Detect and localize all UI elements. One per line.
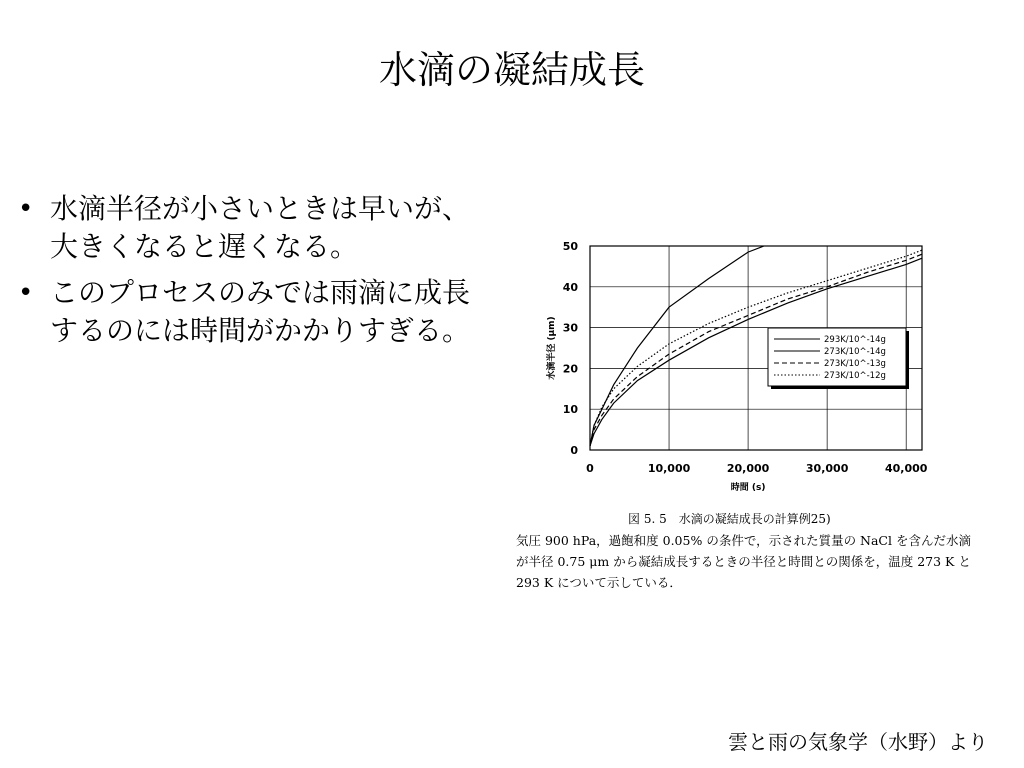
- bullet-text: 水滴半径が小さいときは早いが、大きくなると遅くなる。: [50, 192, 471, 263]
- legend-label: 273K/10^-12g: [824, 371, 886, 381]
- chart: [510, 228, 980, 508]
- bullet-marker: •: [18, 194, 34, 224]
- y-tick-label: 20: [562, 362, 578, 376]
- series-line: [590, 246, 764, 446]
- y-tick-label: 0: [570, 444, 578, 457]
- y-tick-label: 30: [562, 321, 578, 335]
- bullet-item: [14, 274, 484, 350]
- x-tick-label: 0: [586, 462, 594, 475]
- legend-label: 293K/10^-14g: [824, 335, 886, 345]
- bullet-item: [14, 190, 484, 266]
- figure-caption-title: 図 5. 5 水滴の凝結成長の計算例25): [628, 512, 831, 526]
- bullet-text: このプロセスのみでは雨滴に成長するのには時間がかかりすぎる。: [50, 276, 471, 347]
- y-tick-label: 50: [562, 240, 578, 253]
- bullet-marker: •: [18, 278, 34, 308]
- legend: [768, 328, 909, 389]
- x-tick-label: 30,000: [805, 462, 849, 475]
- x-tick-label: 40,000: [884, 462, 928, 475]
- y-tick-label: 10: [562, 403, 578, 417]
- y-axis-label: 水滴半径 (μm): [547, 316, 557, 380]
- figure: [510, 228, 980, 598]
- y-tick-label: 40: [562, 280, 578, 294]
- figure-caption-body: 気圧 900 hPa，過飽和度 0.05% の条件で，示された質量の NaCl を含んだ水滴が半径 0.75 μm から凝結成長するときの半径と時間との関係を，温度 273 K と 293 K について示している．: [516, 533, 971, 590]
- slide-title: 水滴の凝結成長: [378, 48, 645, 92]
- x-axis-label: 時間 (s): [730, 483, 766, 493]
- bullet-list: [14, 190, 484, 358]
- legend-label: 273K/10^-13g: [824, 359, 886, 369]
- legend-label: 273K/10^-14g: [824, 347, 886, 357]
- source-citation: 雲と雨の気象学（水野）より: [728, 730, 988, 754]
- x-tick-label: 20,000: [726, 462, 770, 475]
- x-tick-label: 10,000: [647, 462, 691, 475]
